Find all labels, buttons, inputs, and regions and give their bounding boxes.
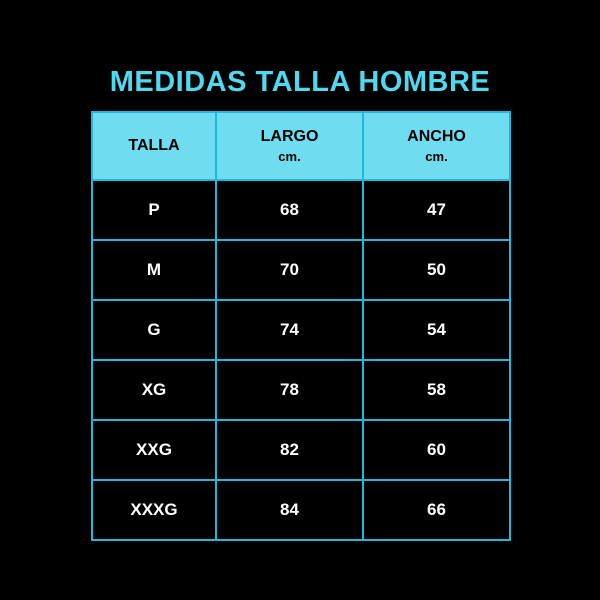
cell-talla: G xyxy=(92,300,216,360)
cell-largo: 70 xyxy=(216,240,363,300)
table-body xyxy=(92,180,510,540)
cell-ancho: 60 xyxy=(363,420,510,480)
cell-ancho: 66 xyxy=(363,480,510,540)
column-header-largo xyxy=(216,112,363,180)
cell-ancho: 58 xyxy=(363,360,510,420)
column-header-largo-unit: cm. xyxy=(278,149,301,165)
table-header-row xyxy=(92,112,510,180)
table-row xyxy=(92,180,510,240)
table-row xyxy=(92,360,510,420)
table-header xyxy=(92,112,510,180)
cell-talla: XG xyxy=(92,360,216,420)
cell-largo: 68 xyxy=(216,180,363,240)
cell-ancho: 47 xyxy=(363,180,510,240)
cell-talla: M xyxy=(92,240,216,300)
column-header-talla-label: TALLA xyxy=(128,137,180,155)
column-header-talla xyxy=(92,112,216,180)
column-header-largo-label: LARGO xyxy=(260,128,319,146)
cell-largo: 82 xyxy=(216,420,363,480)
table-row xyxy=(92,240,510,300)
cell-largo: 84 xyxy=(216,480,363,540)
column-header-ancho xyxy=(363,112,510,180)
cell-talla: XXXG xyxy=(92,480,216,540)
size-table xyxy=(91,111,511,541)
cell-ancho: 54 xyxy=(363,300,510,360)
cell-ancho: 50 xyxy=(363,240,510,300)
cell-largo: 78 xyxy=(216,360,363,420)
cell-talla: XXG xyxy=(92,420,216,480)
table-row xyxy=(92,480,510,540)
page-title: MEDIDAS TALLA HOMBRE xyxy=(109,66,491,98)
size-table-container xyxy=(91,111,509,541)
column-header-ancho-label: ANCHO xyxy=(407,128,466,146)
table-row xyxy=(92,420,510,480)
cell-largo: 74 xyxy=(216,300,363,360)
table-row xyxy=(92,300,510,360)
cell-talla: P xyxy=(92,180,216,240)
column-header-ancho-unit: cm. xyxy=(425,149,448,165)
